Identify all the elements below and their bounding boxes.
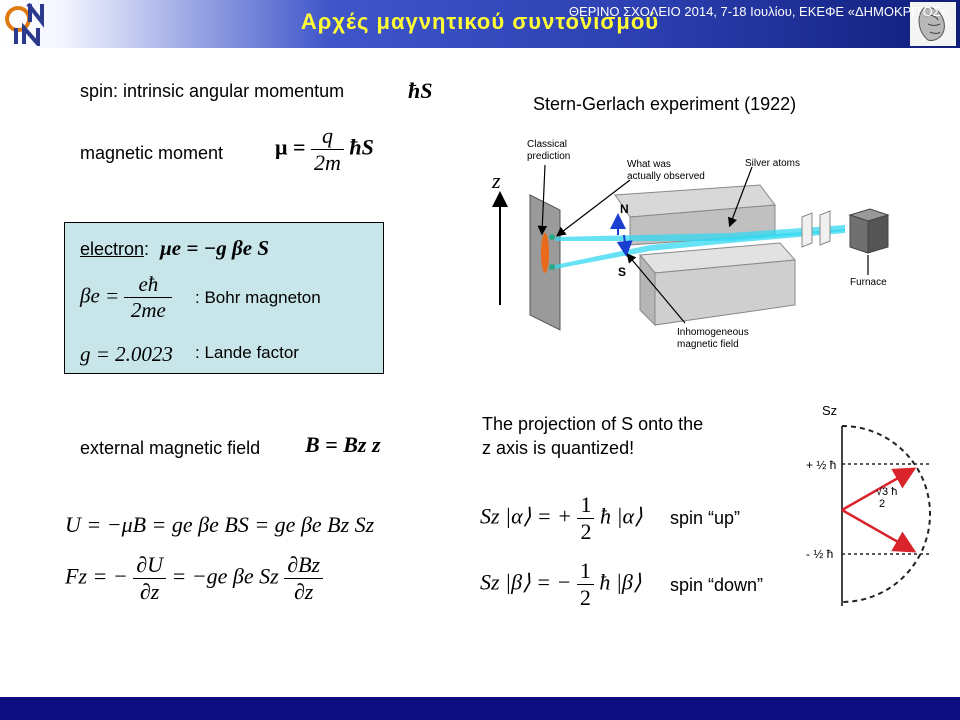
sg-title: Stern-Gerlach experiment (1922) <box>533 94 797 114</box>
spin-up-rhs: ħ |α⟩ <box>599 503 643 529</box>
z-axis-label: z <box>492 168 501 193</box>
root3-label: √3 ħ 2 <box>876 486 898 510</box>
electron-label: electron <box>80 239 145 259</box>
moment-den: 2m <box>314 150 341 175</box>
spin-up-label: spin “up” <box>670 508 741 528</box>
spin-formula: ħS <box>408 78 433 103</box>
moment-label: magnetic moment <box>80 143 224 163</box>
spin-vector-diagram <box>790 398 940 608</box>
spin-down-rhs: ħ |β⟩ <box>599 569 642 595</box>
sz-label: Sz <box>822 403 838 418</box>
spin-up-lhs: Sz |α⟩ = + <box>480 503 572 529</box>
slide-title: Αρχές μαγνητικού συντονισμού <box>300 9 660 34</box>
moment-formula <box>275 123 374 176</box>
spin-down-den: 2 <box>579 585 591 610</box>
label-furnace: Furnace <box>850 277 887 288</box>
quant-line-1: The projection of S onto the <box>482 414 704 434</box>
electron-colon: : <box>144 239 150 259</box>
electron-formula: μe = −g βe S <box>160 236 270 260</box>
bohr-formula <box>80 272 172 323</box>
field-label: external magnetic field <box>80 438 261 458</box>
footer-text: ΘΕΡΙΝΟ ΣΧΟΛΕΙΟ 2014, 7-18 Ιουλίου, ΕΚΕΦΕ «ΔΗΜΟΚΡΙΤΟΣ» <box>568 4 948 19</box>
force-fraction-1 <box>133 552 166 605</box>
beta-fraction <box>124 272 172 323</box>
energy-formula: U = −μB = ge βe BS = ge βe Bz Sz <box>65 512 375 537</box>
spin-up-fraction <box>577 492 594 545</box>
electron-line <box>80 236 269 261</box>
force-den-1: ∂z <box>139 579 160 604</box>
spin-down-label: spin “down” <box>670 575 764 595</box>
moment-lhs: μ = <box>275 134 306 160</box>
minus-half-label: - ½ ħ <box>806 547 834 561</box>
force-lhs: Fz = − <box>65 563 128 589</box>
moment-rhs: ħS <box>349 134 374 160</box>
bohr-label: : Bohr magneton <box>195 288 321 307</box>
g-formula: g = 2.0023 <box>80 342 173 366</box>
beta-lhs: βe = <box>80 283 120 308</box>
moment-num: q <box>311 123 344 150</box>
spin-label: spin: intrinsic angular momentum <box>80 81 345 101</box>
spin-up-equation <box>480 492 643 545</box>
quant-line-2: z axis is quantized! <box>482 438 635 458</box>
field-formula: B = Bz z <box>305 432 381 457</box>
force-fraction-2 <box>284 552 323 605</box>
force-num-2: ∂Bz <box>284 552 323 579</box>
label-observed: What was actually observed <box>627 159 705 182</box>
force-formula <box>65 552 323 605</box>
lande-label: : Lande factor <box>195 343 299 362</box>
beta-den: 2me <box>130 298 166 322</box>
spin-down-fraction <box>577 558 594 611</box>
plus-half-label: + ½ ħ <box>806 458 837 472</box>
footer-bar <box>0 697 960 720</box>
spin-down-lhs: Sz |β⟩ = − <box>480 569 572 595</box>
beta-num: eħ <box>124 272 172 298</box>
force-den-2: ∂z <box>293 579 314 604</box>
spin-up-den: 2 <box>580 519 592 544</box>
moment-fraction <box>311 123 344 176</box>
force-num-1: ∂U <box>133 552 166 579</box>
label-north: N <box>620 202 629 216</box>
force-mid: = −ge βe Sz <box>171 563 279 589</box>
spin-down-num: 1 <box>577 558 594 585</box>
spin-down-equation <box>480 558 641 611</box>
label-south: S <box>618 265 627 279</box>
label-classical: Classical prediction <box>527 139 571 162</box>
label-silver: Silver atoms <box>745 158 801 169</box>
spin-up-num: 1 <box>577 492 594 519</box>
label-inhomogeneous: Inhomogeneous magnetic field <box>677 327 749 350</box>
